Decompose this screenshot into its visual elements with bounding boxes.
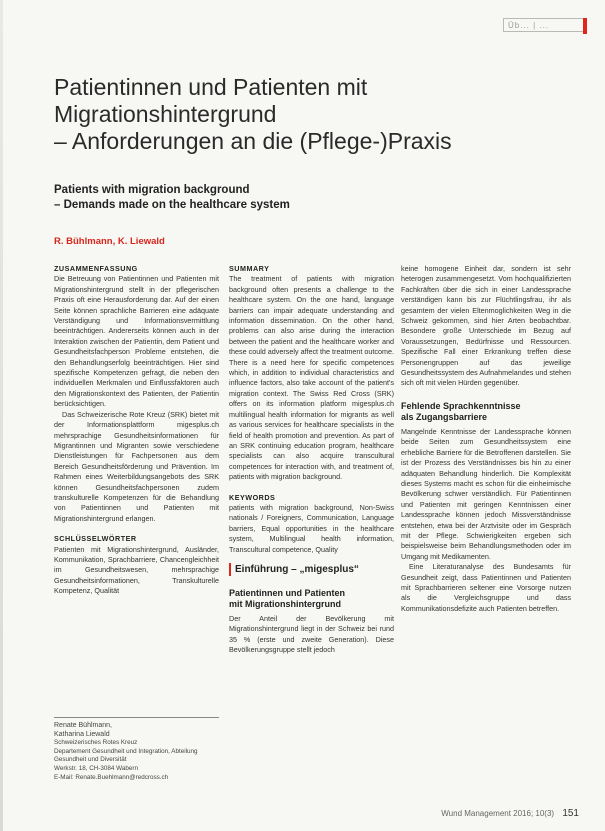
body-paragraph-continued: keine homogene Einheit dar, sondern ist sehr heterogen zusammengesetzt. Vom hochqualifizierten Fachkräften über die sich in einer Landessprache verständigen kann bis zur Flüchtlingsfrau, ihr als gesamtem der vielen Eltenmoglichkeiten Weg in die Schweiz gekommen, sind hier Arten beobachtbar. Besondere große Unterschiede im Bezug auf Voraussetzungen, Bedürfnisse und Ressourcen. Spezifische Fall einer Erkrankung treffen diese Personengruppen auf das jeweilige Gesundheitssystem des Aufnahmelandes und stehen sich oft mit vielen Hürden gegenüber. [401,264,571,388]
body-paragraph-language: Mangelnde Kenntnisse der Landessprache können beide Seiten zum Gesundheitssystem eine erhebliche Barriere für die Betroffenen darstellen. Sie ist der Prozess des Verständnisses bis hin zu einer adäquaten Behandlung hinderlich. Die Komplexität dieses Systems macht es schon für die einheimische Bevölkerung schwer verständlich. Für Patientinnen und Patienten mit geringen Kenntnissen einer Landessprache können jedoch Missverständnisse entstehen, etwa bei der Arztvisite oder im Gespräch mit der Pflege. Schwierigkeiten ergeben sich beispielsweise beim Behandlungsmethoden oder im Umgang mit Medikamenten. [401,426,571,561]
section-heading-line-1: Patientinnen und Patienten [229,587,346,598]
section-heading-language-line-1: Fehlende Sprachkenntnisse [401,400,521,411]
title-line-1: Patientinnen und Patienten mit [54,74,368,100]
title-line-3: – Anforderungen an die (Pflege-)Praxis [54,128,452,154]
abstract-paragraph-1: Die Betreuung von Patientinnen und Patienten mit Migrationshintergrund stellt in der pflegerischen Praxis oft eine Herausforderung dar. Auf der einen Seite können sprachliche Barrieren eine adäquate Verständigung und Informationsvermittlung beeinträchtigen. Andererseits können auch in der Interaktion zwischen der Patientin, dem Patient und Gesundheitsfachperson Probleme entstehen, die den Behandlungserfolg beeinträchtigen. Hier sind spezifische Kompetenzen gefragt, die neben den individuellen Merkmalen und Einflussfaktoren auch den Migrationskontext des Patienten, der Patientin berücksichtigen. [54,274,219,409]
body-paragraph-literature: Eine Literaturanalyse des Bundesamts für Gesundheit zeigt, dass Patientinnen und Patienten mit Sprachbarrieren seltener eine Vorsorge nutzen als die Vergleichsgruppe und dass Kommunikationsdefizite auch Patienten betreffen. [401,562,571,613]
abstract-heading: ZUSAMMENFASSUNG [54,264,138,273]
english-keywords-text: patients with migration background, Non-Swiss nationals / Foreigners, Communication, Language barriers, Equal opportunities in the healthcare system, Multilingual health information, Transcultural competence, Quality [229,502,394,554]
section-heading-language-line-2: als Zugangsbarriere [401,411,488,422]
subtitle-line-2: – Demands made on the healthcare system [54,199,290,211]
authors: R. Bühlmann, K. Liewald [54,236,165,247]
section-heading-patients [229,588,394,610]
section-header-tab: Üb... | ... [503,18,583,32]
section-heading-language [401,401,571,423]
article-title [54,74,554,155]
abstract-paragraph-2: Das Schweizerische Rote Kreuz (SRK) bietet mit der Informationsplattform migesplus.ch mehrsprachige Gesundheitsinformationen für Migrantinnen und Migranten sowie verschiedene Dienstleistungen für Fachpersonen aus dem Bereich Gesundheitsförderung und Prävention. Im Rahmen eines Weiterbildungsangebots des SRK können Gesundheitsfachpersonen zudem transkulturelle Kompetenzen für die Behandlung von Patientinnen und Patienten mit Migrationshintergrund erlangen. [54,409,219,523]
subtitle-line-1: Patients with migration background [54,184,250,196]
body-paragraph-intro: Der Anteil der Bevölkerung mit Migrationshintergrund liegt in der Schweiz bei rund 35 % (erste und zweite Generation). Diese Bevölkerungsgruppe stellt jedoch [229,613,394,655]
summary-heading: SUMMARY [229,264,270,273]
affiliation-address: Werkstr. 18, CH-3084 Wabern [54,764,138,772]
keywords-heading: SCHLÜSSELWÖRTER [54,534,137,544]
page-number: 151 [562,808,579,819]
section-heading-line-2: mit Migrationshintergrund [229,598,341,609]
affiliation-name-1: Renate Bühlmann, [54,722,112,729]
author-affiliation [54,717,219,782]
column-german-abstract [54,264,219,597]
keywords-text: Patienten mit Migrationshintergrund, Ausländer, Kommunikation, Sprachbarriere, Chancengleichheit im Gesundheitswesen, mehrsprachige Gesundheitsinformationen, Transkulturelle Kompetenz, Qualität [54,544,219,596]
affiliation-name-2: Katharina Liewald [54,730,110,738]
section-header-accent [583,18,587,34]
affiliation-email: E-Mail: Renate.Buehlmann@redcross.ch [54,773,169,781]
journal-citation: Wund Management 2016; 10(3) [441,809,555,818]
article-subtitle [54,183,534,213]
column-english-summary [229,264,394,656]
english-keywords-heading: KEYWORDS [229,492,276,502]
affiliation-dept: Departement Gesundheit und Integration, Abteilung Gesundheit und Diversität [54,747,198,764]
page-fold-shadow [0,0,3,831]
affiliation-org: Schweizerisches Rotes Kreuz [54,739,138,747]
column-body-text [401,264,571,614]
summary-paragraph: The treatment of patients with migration background often presents a challenge to the healthcare system. On the one hand, language barriers can impair adequate understanding and information dissemination. On the other hand, problems can also arise during the interaction between the patient and the healthcare worker and these could adversely affect the treatment outcome. There is a need here for specific competences which, in addition to individual characteristics and influence factors, also take account of the patient's migration context. The Swiss Red Cross (SRK) offers on its information platform migesplus.ch multilingual health information for migrants as well as various services for healthcare specialists in the field of health promotion and prevention. As part of an SRK continuing education program, healthcare specialists can also acquire transcultural competences for interaction with, and treatment of, patients with migration background. [229,274,394,482]
page-footer [441,808,579,819]
section-teaser-heading: Einführung – „migesplus“ [229,563,394,576]
title-line-2: Migrationshintergrund [54,101,277,127]
